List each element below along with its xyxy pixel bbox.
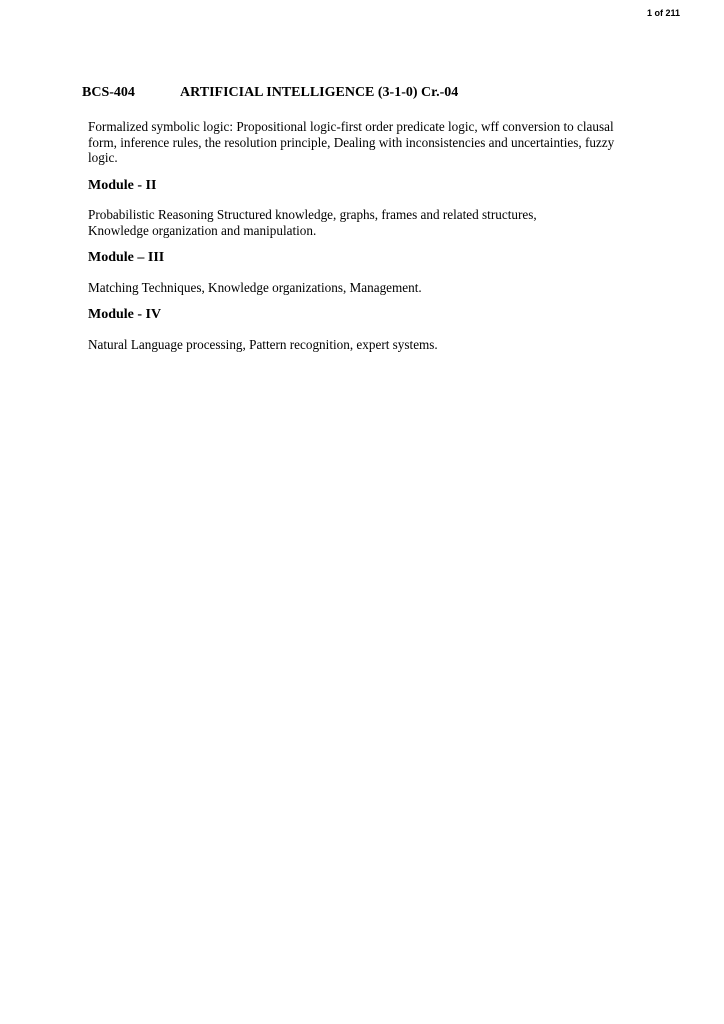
course-code: BCS-404 [82, 85, 135, 100]
module-title-4: Module - IV [88, 307, 162, 322]
course-title: ARTIFICIAL INTELLIGENCE (3-1-0) Cr.-04 [180, 85, 459, 100]
module-title-2: Module - II [88, 177, 157, 193]
intro-paragraph: Formalized symbolic logic: Propositional logic-first order predicate logic, wff conversion to clausal form, inference rules, the resolution principle, Dealing with inconsistencies and uncertainties, fuzzy logic. [88, 119, 615, 165]
module-text-4: Natural Language processing, Pattern recognition, expert systems. [88, 336, 438, 352]
module-title-3: Module – III [88, 250, 165, 265]
course-heading [82, 85, 458, 101]
syllabus-content [88, 119, 628, 352]
module-text-2: Probabilistic Reasoning Structured knowledge, graphs, frames and related structures, Knowledge organization and manipulation. [88, 207, 537, 238]
page-counter: 1 of 211 [646, 8, 680, 18]
module-text-3: Matching Techniques, Knowledge organizations, Management. [88, 279, 422, 295]
